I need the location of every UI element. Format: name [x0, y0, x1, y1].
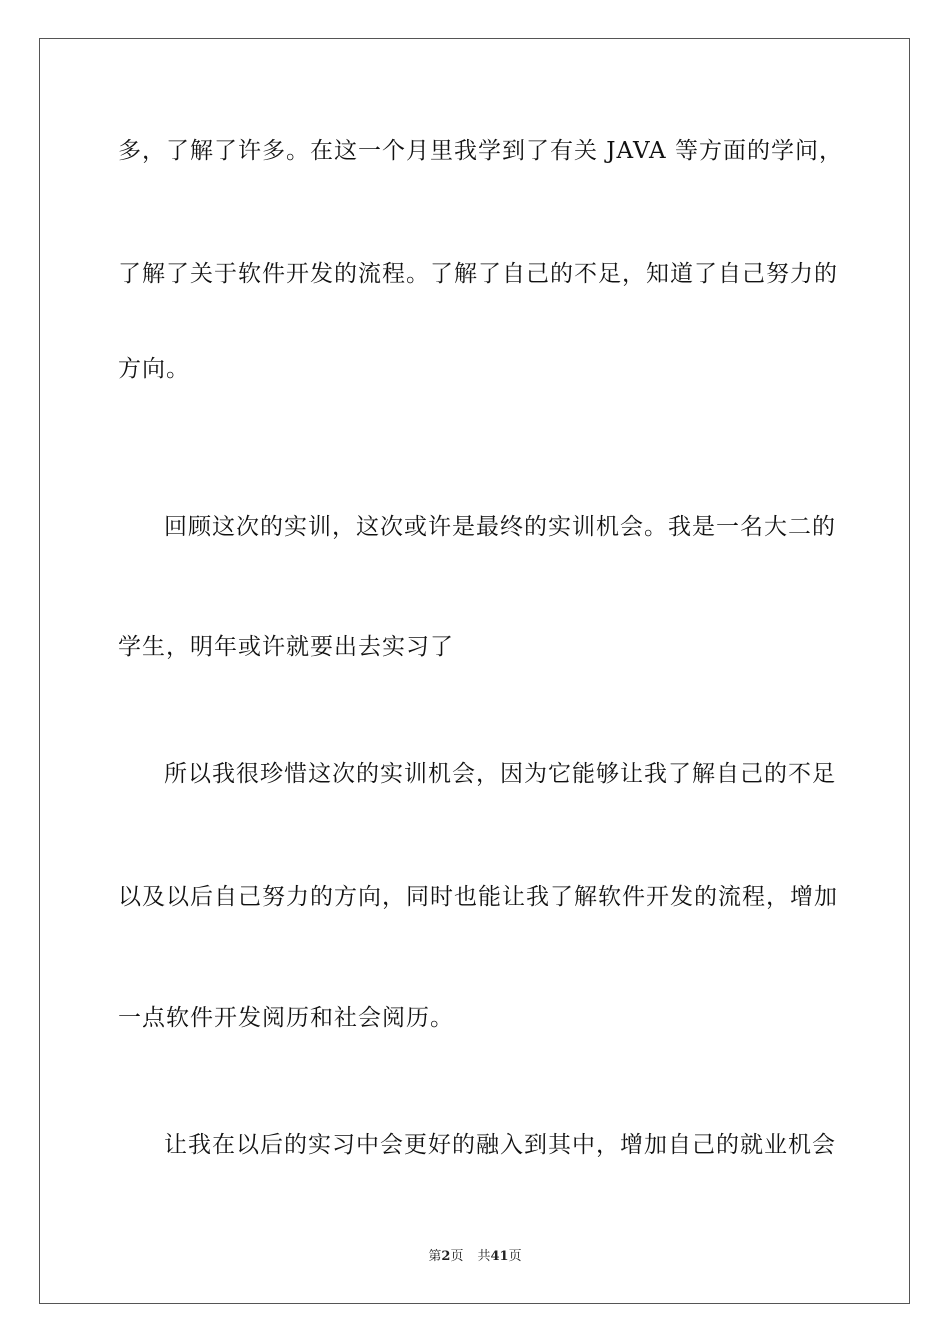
body-text-line: 方向。: [118, 356, 190, 382]
body-text-line: 了解了关于软件开发的流程。了解了自己的不足，知道了自己努力的: [118, 261, 838, 287]
body-text-line: 以及以后自己努力的方向，同时也能让我了解软件开发的流程，增加: [118, 884, 838, 910]
page-suffix: 页: [450, 1249, 464, 1264]
total-prefix: 共: [477, 1249, 491, 1264]
page-footer: [0, 1249, 950, 1265]
body-text-line: 多，了解了许多。在这一个月里我学到了有关 JAVA 等方面的学问，: [118, 138, 843, 164]
paragraph-first-line: 回顾这次的实训，这次或许是最终的实训机会。我是一名大二的: [164, 514, 836, 540]
paragraph-first-line: 让我在以后的实习中会更好的融入到其中，增加自己的就业机会: [164, 1132, 836, 1158]
page-border: [39, 38, 910, 1304]
paragraph-first-line: 所以我很珍惜这次的实训机会，因为它能够让我了解自己的不足: [164, 761, 836, 787]
total-pages: 41: [490, 1249, 509, 1264]
body-text-line: 学生，明年或许就要出去实习了: [118, 634, 454, 660]
page-prefix: 第: [428, 1249, 442, 1264]
total-suffix: 页: [508, 1249, 522, 1264]
body-text-line: 一点软件开发阅历和社会阅历。: [118, 1005, 454, 1031]
page-number: 2: [441, 1249, 451, 1264]
